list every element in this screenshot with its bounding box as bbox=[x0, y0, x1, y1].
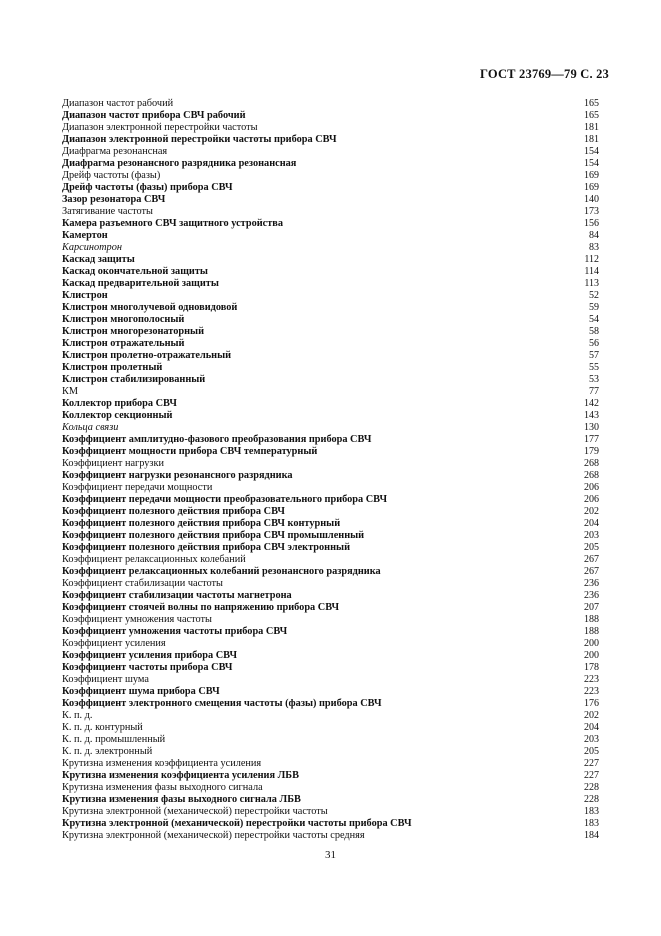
index-entry bbox=[62, 662, 599, 674]
index-term: КМ bbox=[62, 386, 79, 397]
index-entry bbox=[62, 338, 599, 350]
index-entry bbox=[62, 674, 599, 686]
index-page-number: 188 bbox=[584, 626, 599, 637]
index-entry bbox=[62, 722, 599, 734]
index-entry bbox=[62, 614, 599, 626]
index-page-number: 228 bbox=[584, 782, 599, 793]
index-page-number: 52 bbox=[589, 290, 599, 301]
index-term: Диафрагма резонансная bbox=[62, 146, 168, 157]
index-term: Камера разъемного СВЧ защитного устройства bbox=[62, 218, 284, 229]
index-page-number: 267 bbox=[584, 554, 599, 565]
index-entry bbox=[62, 434, 599, 446]
index-page-number: 142 bbox=[584, 398, 599, 409]
index-term: Коэффициент шума прибора СВЧ bbox=[62, 686, 220, 697]
index-page-number: 268 bbox=[584, 470, 599, 481]
index-term: Крутизна электронной (механической) перестройки частоты средняя bbox=[62, 830, 365, 841]
index-page-number: 178 bbox=[584, 662, 599, 673]
index-term: Крутизна изменения коэффициента усиления bbox=[62, 758, 262, 769]
index-page-number: 179 bbox=[584, 446, 599, 457]
index-term: Диапазон частот рабочий bbox=[62, 98, 174, 109]
index-entry bbox=[62, 818, 599, 830]
index-entry bbox=[62, 530, 599, 542]
index-term: Клистрон многополосный bbox=[62, 314, 185, 325]
index-term: Коэффициент релаксационных колебаний резонансного разрядника bbox=[62, 566, 381, 577]
page-number: 31 bbox=[325, 849, 336, 861]
index-page-number: 205 bbox=[584, 542, 599, 553]
index-term: Клистрон пролетно-отражательный bbox=[62, 350, 232, 361]
index-term: Коэффициент усиления bbox=[62, 638, 166, 649]
index-entry bbox=[62, 230, 599, 242]
index-page-number: 169 bbox=[584, 170, 599, 181]
index-term: Диапазон электронной перестройки частоты прибора СВЧ bbox=[62, 134, 337, 145]
index-page-number: 83 bbox=[589, 242, 599, 253]
index-page-number: 56 bbox=[589, 338, 599, 349]
index-entry bbox=[62, 746, 599, 758]
index-term: Дрейф частоты (фазы) bbox=[62, 170, 161, 181]
index-page-number: 58 bbox=[589, 326, 599, 337]
index-term: Коэффициент нагрузки резонансного разрядника bbox=[62, 470, 293, 481]
index-term: Крутизна электронной (механической) перестройки частоты bbox=[62, 806, 328, 817]
index-entry bbox=[62, 218, 599, 230]
index-term: Крутизна изменения фазы выходного сигнала ЛБВ bbox=[62, 794, 301, 805]
index-term: Коэффициент релаксационных колебаний bbox=[62, 554, 246, 565]
index-term: Коэффициент частоты прибора СВЧ bbox=[62, 662, 233, 673]
index-page-number: 227 bbox=[584, 758, 599, 769]
index-term: Коэффициент полезного действия прибора СВЧ контурный bbox=[62, 518, 341, 529]
index-page-number: 173 bbox=[584, 206, 599, 217]
index-term: Коэффициент полезного действия прибора СВЧ bbox=[62, 506, 285, 517]
index-page-number: 206 bbox=[584, 494, 599, 505]
index-term: К. п. д. промышленный bbox=[62, 734, 166, 745]
index-entry bbox=[62, 314, 599, 326]
index-entry bbox=[62, 398, 599, 410]
index-term: Карсинотрон bbox=[62, 242, 122, 253]
index-entry bbox=[62, 650, 599, 662]
index-entry bbox=[62, 470, 599, 482]
index-entry bbox=[62, 698, 599, 710]
index-term: К. п. д. электронный bbox=[62, 746, 153, 757]
index-term: К. п. д. bbox=[62, 710, 93, 721]
index-page-number: 207 bbox=[584, 602, 599, 613]
index-page-number: 165 bbox=[584, 110, 599, 121]
index-page-number: 84 bbox=[589, 230, 599, 241]
index-entry bbox=[62, 794, 599, 806]
index-page-number: 154 bbox=[584, 158, 599, 169]
index-term: Каскад предварительной защиты bbox=[62, 278, 219, 289]
index-entry bbox=[62, 710, 599, 722]
index-entry bbox=[62, 302, 599, 314]
index-entry bbox=[62, 182, 599, 194]
index-entry bbox=[62, 350, 599, 362]
index-term: Коэффициент шума bbox=[62, 674, 149, 685]
index-entry bbox=[62, 110, 599, 122]
index-term: Коэффициент стабилизации частоты магнетрона bbox=[62, 590, 292, 601]
index-page-number: 156 bbox=[584, 218, 599, 229]
index-term: Клистрон bbox=[62, 290, 108, 301]
index-entry bbox=[62, 446, 599, 458]
index-entry bbox=[62, 458, 599, 470]
index-page-number: 188 bbox=[584, 614, 599, 625]
index-term: Затягивание частоты bbox=[62, 206, 153, 217]
index-page-number: 183 bbox=[584, 806, 599, 817]
index-term: Коэффициент мощности прибора СВЧ температурный bbox=[62, 446, 318, 457]
index-term: Камертон bbox=[62, 230, 108, 241]
index-term: Зазор резонатора СВЧ bbox=[62, 194, 166, 205]
index-entry bbox=[62, 734, 599, 746]
index-page-number: 143 bbox=[584, 410, 599, 421]
index-entry bbox=[62, 506, 599, 518]
index-entry bbox=[62, 602, 599, 614]
index-term: Клистрон многорезонаторный bbox=[62, 326, 205, 337]
index-term: Клистрон отражательный bbox=[62, 338, 185, 349]
index-entry bbox=[62, 554, 599, 566]
index-page-number: 184 bbox=[584, 830, 599, 841]
index-page-number: 223 bbox=[584, 674, 599, 685]
index-page-number: 57 bbox=[589, 350, 599, 361]
page-header: ГОСТ 23769—79 С. 23 bbox=[480, 67, 609, 81]
index-term: Клистрон многолучевой одновидовой bbox=[62, 302, 238, 313]
index-page-number: 154 bbox=[584, 146, 599, 157]
index-page-number: 140 bbox=[584, 194, 599, 205]
index-term: Клистрон стабилизированный bbox=[62, 374, 206, 385]
index-entry bbox=[62, 686, 599, 698]
index-page-number: 200 bbox=[584, 650, 599, 661]
index-page-number: 205 bbox=[584, 746, 599, 757]
index-page-number: 130 bbox=[584, 422, 599, 433]
index-term: Коэффициент умножения частоты прибора СВЧ bbox=[62, 626, 288, 637]
index-entry bbox=[62, 194, 599, 206]
index-page-number: 202 bbox=[584, 506, 599, 517]
index-term: Коэффициент полезного действия прибора СВЧ электронный bbox=[62, 542, 350, 553]
index-entry bbox=[62, 374, 599, 386]
index-page-number: 112 bbox=[584, 254, 599, 265]
index-term: К. п. д. контурный bbox=[62, 722, 143, 733]
index-term: Дрейф частоты (фазы) прибора СВЧ bbox=[62, 182, 233, 193]
index-entry bbox=[62, 278, 599, 290]
index-entry bbox=[62, 134, 599, 146]
index-page-number: 165 bbox=[584, 98, 599, 109]
index-entry bbox=[62, 254, 599, 266]
index-page-number: 53 bbox=[589, 374, 599, 385]
index-page-number: 77 bbox=[589, 386, 599, 397]
index-list bbox=[62, 98, 599, 842]
index-entry bbox=[62, 578, 599, 590]
index-entry bbox=[62, 770, 599, 782]
index-page-number: 203 bbox=[584, 734, 599, 745]
index-entry bbox=[62, 626, 599, 638]
index-page-number: 203 bbox=[584, 530, 599, 541]
index-term: Коэффициент усиления прибора СВЧ bbox=[62, 650, 238, 661]
index-page-number: 202 bbox=[584, 710, 599, 721]
index-entry bbox=[62, 758, 599, 770]
index-entry bbox=[62, 494, 599, 506]
index-entry bbox=[62, 830, 599, 842]
index-page-number: 181 bbox=[584, 122, 599, 133]
index-term: Диафрагма резонансного разрядника резонансная bbox=[62, 158, 297, 169]
index-entry bbox=[62, 806, 599, 818]
index-page-number: 59 bbox=[589, 302, 599, 313]
index-page-number: 113 bbox=[584, 278, 599, 289]
index-page-number: 268 bbox=[584, 458, 599, 469]
index-term: Коэффициент передачи мощности преобразовательного прибора СВЧ bbox=[62, 494, 388, 505]
index-entry bbox=[62, 638, 599, 650]
index-page-number: 114 bbox=[584, 266, 599, 277]
index-term: Диапазон электронной перестройки частоты bbox=[62, 122, 258, 133]
index-entry bbox=[62, 266, 599, 278]
index-page-number: 204 bbox=[584, 518, 599, 529]
index-page-number: 183 bbox=[584, 818, 599, 829]
index-term: Диапазон частот прибора СВЧ рабочий bbox=[62, 110, 246, 121]
index-entry bbox=[62, 542, 599, 554]
index-entry bbox=[62, 146, 599, 158]
index-page-number: 228 bbox=[584, 794, 599, 805]
index-entry bbox=[62, 98, 599, 110]
index-page-number: 236 bbox=[584, 590, 599, 601]
index-entry bbox=[62, 362, 599, 374]
index-term: Коллектор прибора СВЧ bbox=[62, 398, 177, 409]
index-term: Коэффициент электронного смещения частоты (фазы) прибора СВЧ bbox=[62, 698, 382, 709]
index-entry bbox=[62, 566, 599, 578]
index-term: Клистрон пролетный bbox=[62, 362, 163, 373]
index-page-number: 204 bbox=[584, 722, 599, 733]
index-term: Коллектор секционный bbox=[62, 410, 173, 421]
index-entry bbox=[62, 122, 599, 134]
index-page-number: 181 bbox=[584, 134, 599, 145]
index-term: Коэффициент полезного действия прибора СВЧ промышленный bbox=[62, 530, 365, 541]
index-entry bbox=[62, 590, 599, 602]
index-entry bbox=[62, 410, 599, 422]
index-term: Каскад защиты bbox=[62, 254, 135, 265]
index-term: Каскад окончательной защиты bbox=[62, 266, 208, 277]
index-entry bbox=[62, 326, 599, 338]
index-entry bbox=[62, 386, 599, 398]
index-entry bbox=[62, 290, 599, 302]
index-term: Коэффициент умножения частоты bbox=[62, 614, 212, 625]
index-entry bbox=[62, 242, 599, 254]
index-page-number: 177 bbox=[584, 434, 599, 445]
index-page-number: 200 bbox=[584, 638, 599, 649]
index-term: Коэффициент передачи мощности bbox=[62, 482, 213, 493]
index-entry bbox=[62, 158, 599, 170]
index-entry bbox=[62, 482, 599, 494]
index-page-number: 227 bbox=[584, 770, 599, 781]
index-page-number: 223 bbox=[584, 686, 599, 697]
index-page-number: 176 bbox=[584, 698, 599, 709]
index-page-number: 267 bbox=[584, 566, 599, 577]
index-page-number: 236 bbox=[584, 578, 599, 589]
index-entry bbox=[62, 170, 599, 182]
index-term: Крутизна изменения коэффициента усиления ЛБВ bbox=[62, 770, 299, 781]
index-entry bbox=[62, 206, 599, 218]
index-term: Крутизна электронной (механической) перестройки частоты прибора СВЧ bbox=[62, 818, 412, 829]
index-page-number: 54 bbox=[589, 314, 599, 325]
index-entry bbox=[62, 518, 599, 530]
index-entry bbox=[62, 782, 599, 794]
index-term: Крутизна изменения фазы выходного сигнала bbox=[62, 782, 263, 793]
index-term: Коэффициент амплитудно-фазового преобразования прибора СВЧ bbox=[62, 434, 372, 445]
index-page-number: 55 bbox=[589, 362, 599, 373]
index-page-number: 169 bbox=[584, 182, 599, 193]
index-term: Кольца связи bbox=[62, 422, 119, 433]
index-page-number: 206 bbox=[584, 482, 599, 493]
index-entry bbox=[62, 422, 599, 434]
index-term: Коэффициент нагрузки bbox=[62, 458, 165, 469]
index-term: Коэффициент стоячей волны по напряжению прибора СВЧ bbox=[62, 602, 340, 613]
index-term: Коэффициент стабилизации частоты bbox=[62, 578, 223, 589]
